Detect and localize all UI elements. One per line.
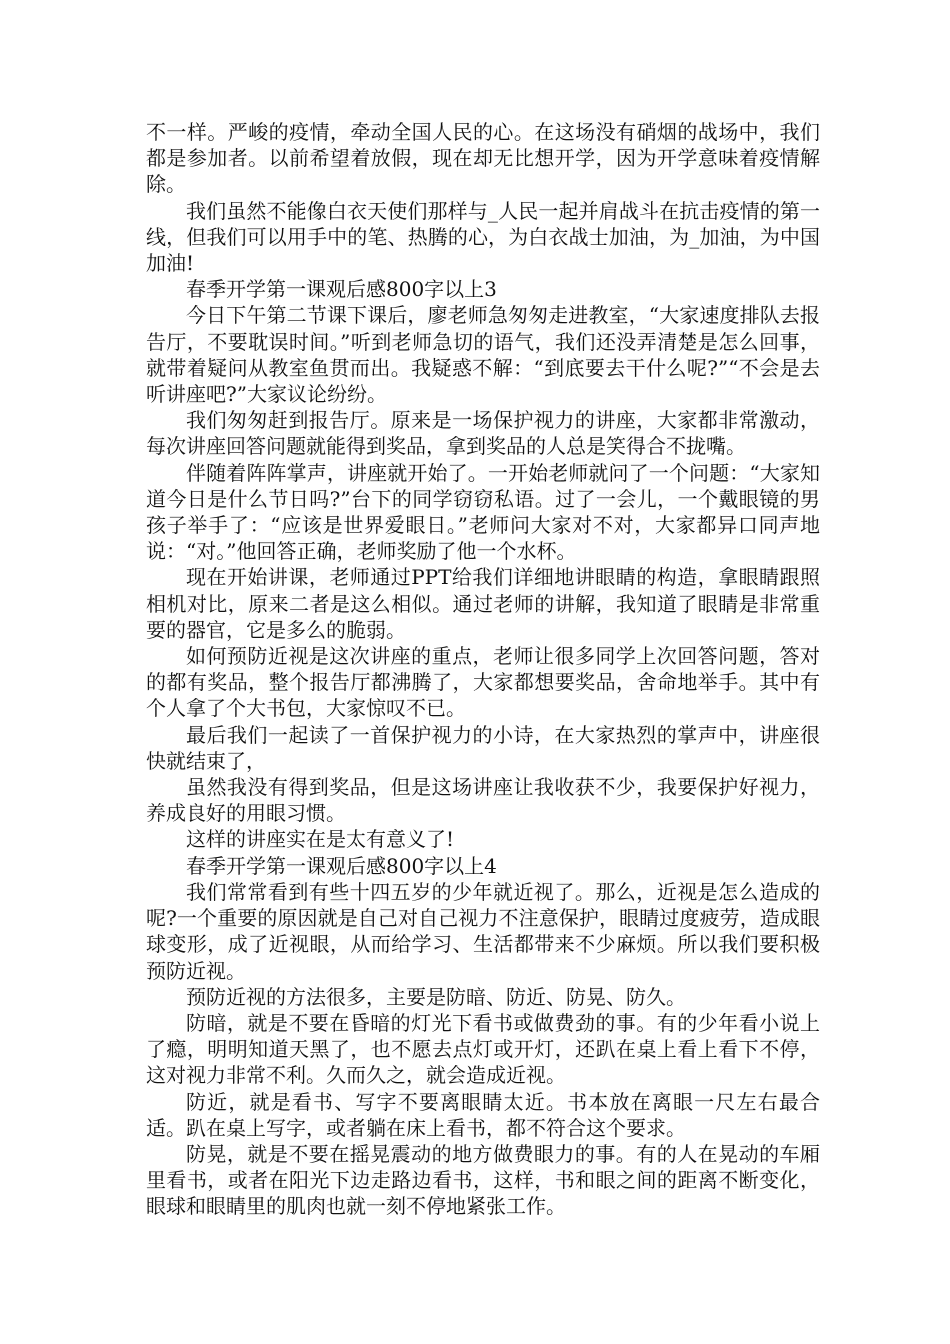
section-heading: 春季开学第一课观后感800字以上3 [186, 277, 497, 302]
paragraph: 防暗，就是不要在昏暗的灯光下看书或做费劲的事。有的少年看小说上了瘾，明明知道天黑了，也不愿去点灯或开灯，还趴在桌上看上看下不停，这对视力非常不利。久而久之，就会造成近视。 [146, 1010, 820, 1088]
paragraph: 不一样。严峻的疫情，牵动全国人民的心。在这场没有硝烟的战场中，我们都是参加者。以前希望着放假，现在却无比想开学，因为开学意味着疫情解除。 [146, 120, 820, 197]
paragraph: 预防近视的方法很多，主要是防暗、防近、防晃、防久。 [186, 984, 686, 1009]
paragraph: 虽然我没有得到奖品，但是这场讲座让我收获不少，我要保护好视力，养成良好的用眼习惯。 [146, 775, 820, 826]
paragraph: 防近，就是看书、写字不要离眼睛太近。书本放在离眼一尺左右最合适。趴在桌上写字，或者躺在床上看书，都不符合这个要求。 [146, 1089, 820, 1140]
section-heading: 春季开学第一课观后感800字以上4 [186, 853, 497, 878]
paragraph: 如何预防近视是这次讲座的重点，老师让很多同学上次回答问题，答对的都有奖品，整个报告厅都沸腾了，大家都想要奖品，舍命地举手。其中有个人拿了个大书包，大家惊叹不已。 [146, 644, 820, 721]
paragraph: 今日下午第二节课下课后，廖老师急匆匆走进教室，“大家速度排队去报告厅，不要耽误时间。”听到老师急切的语气，我们还没弄清楚是怎么回事，就带着疑问从教室鱼贯而出。我疑惑不解：“到底要去干什么呢?”“不会是去听讲座吧?”大家议论纷纷。 [146, 303, 820, 407]
paragraph: 我们常常看到有些十四五岁的少年就近视了。那么，近视是怎么造成的呢?一个重要的原因就是自己对自己视力不注意保护，眼睛过度疲劳，造成眼球变形，成了近视眼，从而给学习、生活都带来不少麻烦。所以我们要积极预防近视。 [146, 879, 820, 983]
document-page [146, 119, 820, 1220]
paragraph: 我们虽然不能像白衣天使们那样与_人民一起并肩战斗在抗击疫情的第一线，但我们可以用手中的笔、热腾的心，为白衣战士加油，为_加油，为中国加油! [146, 198, 820, 276]
paragraph: 这样的讲座实在是太有意义了! [186, 827, 455, 852]
paragraph: 伴随着阵阵掌声，讲座就开始了。一开始老师就问了一个问题：“大家知道今日是什么节日吗?”台下的同学窃窃私语。过了一会儿，一个戴眼镜的男孩子举手了：“应该是世界爱眼日。”老师问大家对不对，大家都异口同声地说：“对。”他回答正确，老师奖励了他一个水杯。 [146, 460, 820, 564]
paragraph: 最后我们一起读了一首保护视力的小诗，在大家热烈的掌声中，讲座很快就结束了， [146, 722, 820, 773]
paragraph: 现在开始讲课，老师通过PPT给我们详细地讲眼睛的构造，拿眼睛跟照相机对比，原来二者是这么相似。通过老师的讲解，我知道了眼睛是非常重要的器官，它是多么的脆弱。 [146, 565, 820, 642]
paragraph: 我们匆匆赶到报告厅。原来是一场保护视力的讲座，大家都非常激动，每次讲座回答问题就能得到奖品，拿到奖品的人总是笑得合不拢嘴。 [146, 408, 820, 459]
paragraph: 防晃，就是不要在摇晃震动的地方做费眼力的事。有的人在晃动的车厢里看书，或者在阳光下边走路边看书，这样，书和眼之间的距离不断变化，眼球和眼睛里的肌肉也就一刻不停地紧张工作。 [146, 1141, 820, 1219]
